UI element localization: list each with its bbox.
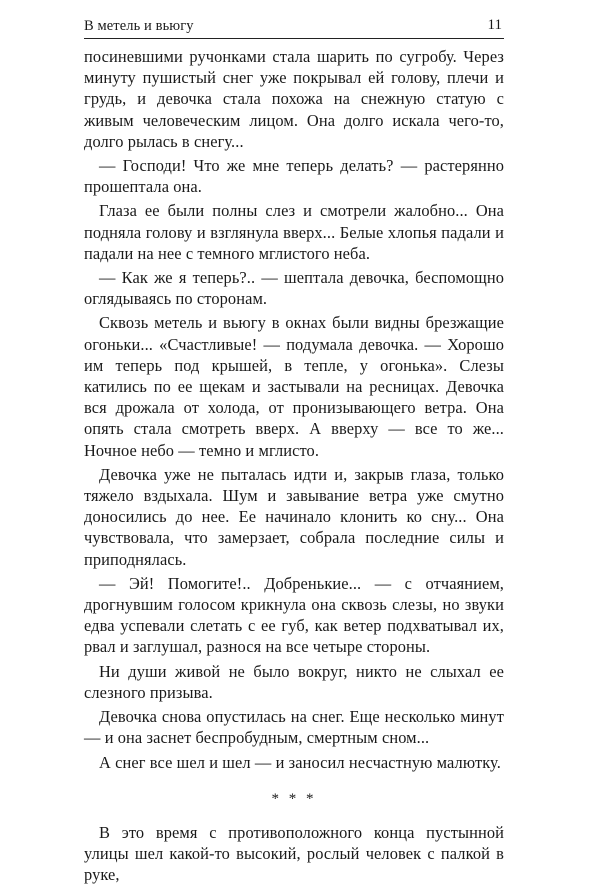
page-number: 11 bbox=[487, 17, 502, 33]
paragraph: Глаза ее были полны слез и смотрели жалобно... Она подняла голову и взглянула вверх... Белые хлопья падали и падали на нее с темного мглистого неба. bbox=[84, 201, 504, 263]
paragraph: В это время с противоположного конца пустынной улицы шел какой-то высокий, рослый человек с палкой в руке, bbox=[84, 822, 504, 885]
paragraph: посиневшими ручонками стала шарить по сугробу. Через минуту пушистый снег уже покрывал ей голову, плечи и грудь, и девочка стала похожа на снежную статую с живым человеческим лицом. Она долго искала чего-то, долго рылась в снегу... bbox=[84, 47, 504, 151]
paragraph: — Господи! Что же мне теперь делать? — растерянно прошептала она. bbox=[84, 156, 504, 197]
section-separator: * * * bbox=[271, 790, 317, 807]
chapter-title: В метель и вьюгу bbox=[84, 18, 194, 34]
paragraph: Девочка уже не пыталась идти и, закрыв глаза, только тяжело вздыхала. Шум и завывание ветра уже смутно доносились до нее. Ее начинало клонить ко сну... Она чувствовала, что замерзает, собрала последние силы и приподнялась. bbox=[84, 464, 504, 569]
body-text bbox=[84, 46, 504, 889]
paragraph: — Как же я теперь?.. — шептала девочка, беспомощно оглядываясь по сторонам. bbox=[84, 268, 504, 309]
running-header bbox=[84, 16, 504, 39]
paragraph: А снег все шел и шел — и заносил несчастную малютку. bbox=[99, 752, 501, 772]
paragraph: Девочка снова опустилась на снег. Еще несколько минут — и она заснет беспробудным, смертным сном... bbox=[84, 707, 504, 748]
paragraph: Ни души живой не было вокруг, никто не слыхал ее слезного призыва. bbox=[84, 661, 504, 702]
paragraph: — Эй! Помогите!.. Добренькие... — с отчаянием, дрогнувшим голосом крикнула она сквозь слезы, но звуки едва успевали слетать с ее губ, как ветер подхватывал их, рвал и заглушал, разнося на все четыре стороны. bbox=[84, 573, 504, 657]
paragraph: Сквозь метель и вьюгу в окнах были видны брезжащие огоньки... «Счастливые! — подумала девочка. — Хорошо им теперь под крышей, в тепле, у огонька». Слезы катились по ее щекам и застывали на ресницах. Девочка вся дрожала от холода, от пронизывающего ветра. Она опять стала смотреть вверх. А вверху — все то же... Ночное небо — темно и мглисто. bbox=[84, 313, 504, 460]
